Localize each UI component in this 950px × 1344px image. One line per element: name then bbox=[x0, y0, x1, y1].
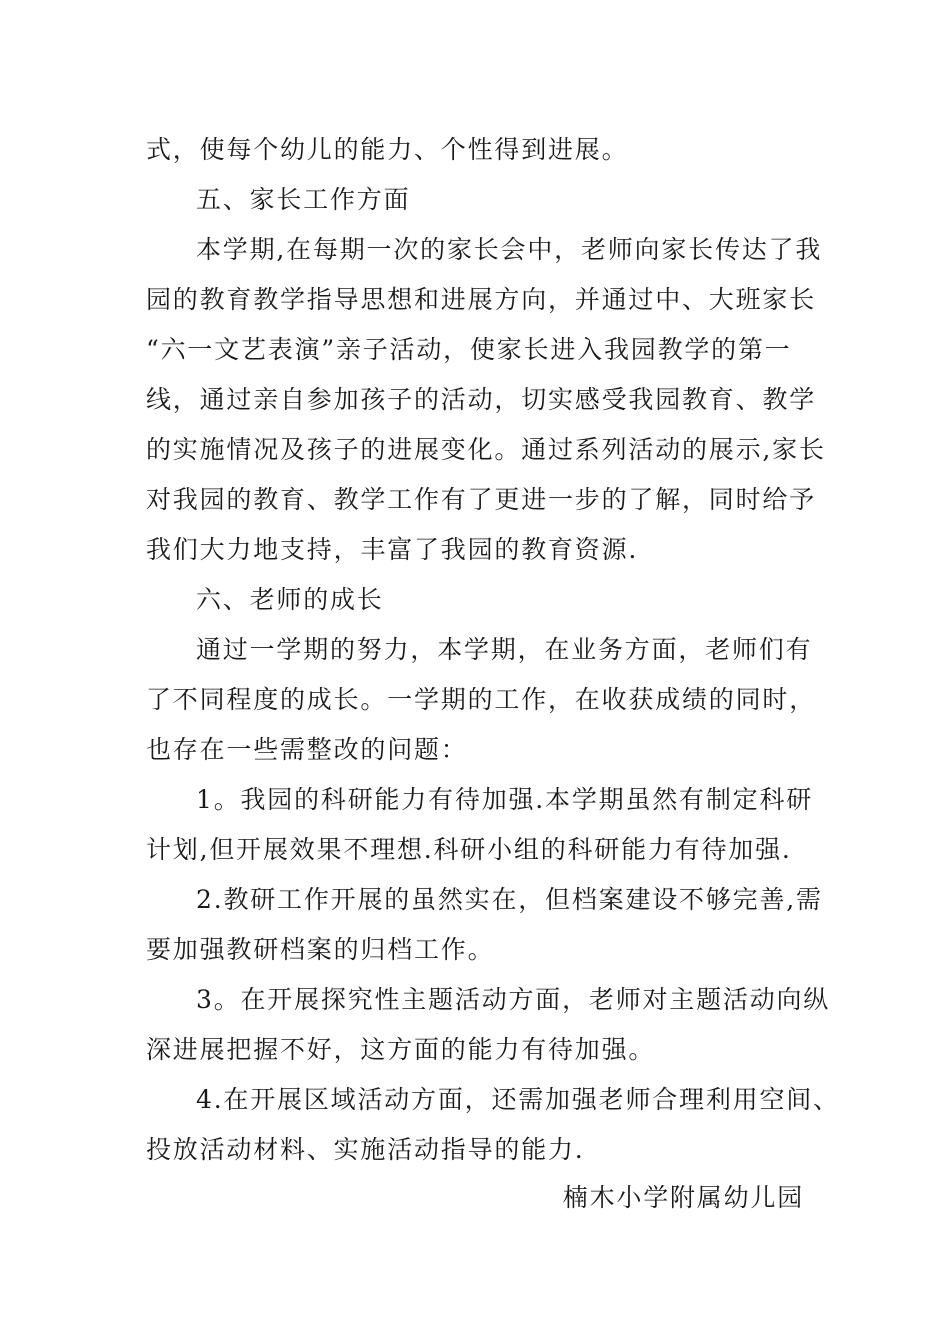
signature: 楠木小学附属幼儿园 bbox=[562, 1183, 804, 1212]
section-heading-parent-work: 五、家长工作方面 bbox=[196, 185, 411, 214]
list-item-line: 深进展把握不好，这方面的能力有待加强。 bbox=[146, 1035, 656, 1064]
paragraph-line: 本学期,在每期一次的家长会中，老师向家长传达了我 bbox=[196, 235, 823, 264]
paragraph-line: 式，使每个幼儿的能力、个性得到进展。 bbox=[146, 135, 629, 164]
paragraph-line: 通过一学期的努力，本学期，在业务方面，老师们有 bbox=[196, 635, 813, 664]
list-item-line: 4.在开展区域活动方面，还需加强老师合理利用空间、 bbox=[196, 1085, 840, 1114]
section-heading-teacher-growth: 六、老师的成长 bbox=[196, 585, 384, 614]
paragraph-line: 对我园的教育、教学工作有了更进一步的了解，同时给予 bbox=[146, 485, 817, 514]
list-item-line: 要加强教研档案的归档工作。 bbox=[146, 935, 495, 964]
paragraph-line: 了不同程度的成长。一学期的工作，在收获成绩的同时， bbox=[146, 685, 817, 714]
paragraph-line: “六一文艺表演”亲子活动，使家长进入我园教学的第一 bbox=[146, 335, 792, 364]
paragraph-line: 我们大力地支持，丰富了我园的教育资源. bbox=[146, 535, 639, 564]
paragraph-line: 园的教育教学指导思想和进展方向，并通过中、大班家长 bbox=[146, 285, 817, 314]
list-item-line: 3。在开展探究性主题活动方面，老师对主题活动向纵 bbox=[196, 985, 831, 1014]
paragraph-line: 线，通过亲自参加孩子的活动，切实感受我园教育、教学 bbox=[146, 385, 817, 414]
paragraph-line: 的实施情况及孩子的进展变化。通过系列活动的展示,家长 bbox=[146, 435, 826, 464]
list-item-line: 投放活动材料、实施活动指导的能力. bbox=[146, 1135, 585, 1164]
list-item-line: 2.教研工作开展的虽然实在，但档案建设不够完善,需 bbox=[196, 885, 823, 914]
list-item-line: 1。我园的科研能力有待加强.本学期虽然有制定科研 bbox=[196, 785, 814, 814]
list-item-line: 计划,但开展效果不理想.科研小组的科研能力有待加强. bbox=[146, 835, 792, 864]
paragraph-line: 也存在一些需整改的问题： bbox=[146, 735, 468, 764]
